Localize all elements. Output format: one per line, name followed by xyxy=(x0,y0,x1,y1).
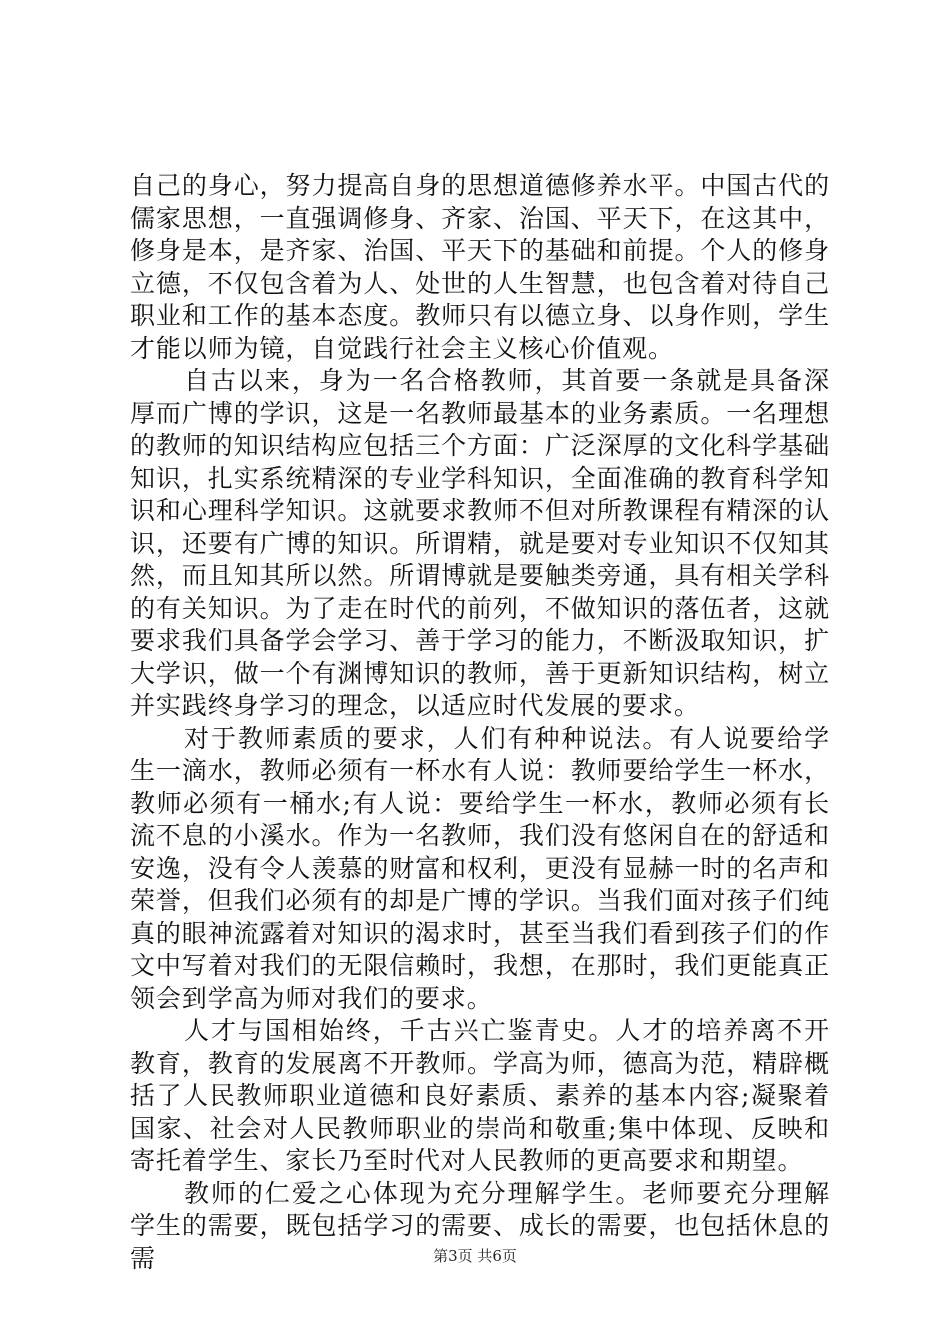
paragraph-1: 自己的身心，努力提高自身的思想道德修养水平。中国古代的儒家思想，一直强调修身、齐家、治国、平天下，在这其中，修身是本，是齐家、治国、平天下的基础和前提。个人的修身立德，不仅包含着为人、处世的人生智慧，也包含着对待自己职业和工作的基本态度。教师只有以德立身、以身作则，学生才能以师为镜，自觉践行社会主义核心价值观。 xyxy=(130,171,830,363)
paragraph-5: 教师的仁爱之心体现为充分理解学生。老师要充分理解学生的需要，既包括学习的需要、成长的需要，也包括休息的需 xyxy=(130,1178,830,1273)
paragraph-3: 对于教师素质的要求，人们有种种说法。有人说要给学生一滴水，教师必须有一杯水有人说：教师要给学生一杯水，教师必须有一桶水;有人说：要给学生一杯水，教师必须有长流不息的小溪水。作为一名教师，我们没有悠闲自在的舒适和安逸，没有令人羡慕的财富和权利，更没有显赫一时的名声和荣誉，但我们必须有的却是广博的学识。当我们面对孩子们纯真的眼神流露着对知识的渴求时，甚至当我们看到孩子们的作文中写着对我们的无限信赖时，我想，在那时，我们更能真正领会到学高为师对我们的要求。 xyxy=(130,723,830,1013)
paragraph-2: 自古以来，身为一名合格教师，其首要一条就是具备深厚而广博的学识，这是一名教师最基本的业务素质。一名理想的教师的知识结构应包括三个方面：广泛深厚的文化科学基础知识，扎实系统精深的专业学科知识，全面准确的教育科学知识和心理科学知识。这就要求教师不但对所教课程有精深的认识，还要有广博的知识。所谓精，就是要对专业知识不仅知其然，而且知其所以然。所谓博就是要触类旁通，具有相关学科的有关知识。为了走在时代的前列，不做知识的落伍者，这就要求我们具备学会学习、善于学习的能力，不断汲取知识，扩大学识，做一个有渊博知识的教师，善于更新知识结构，树立并实践终身学习的理念，以适应时代发展的要求。 xyxy=(130,366,830,720)
page-number-footer: 第3页 共6页 xyxy=(433,1247,517,1265)
paragraph-4: 人才与国相始终，千古兴亡鉴青史。人才的培养离不开教育，教育的发展离不开教师。学高为师，德高为范，精辟概括了人民教师职业道德和良好素质、素养的基本内容;凝聚着国家、社会对人民教师职业的崇尚和敬重;集中体现、反映和寄托着学生、家长乃至时代对人民教师的更高要求和期望。 xyxy=(130,1016,830,1175)
body-text xyxy=(130,170,830,1275)
